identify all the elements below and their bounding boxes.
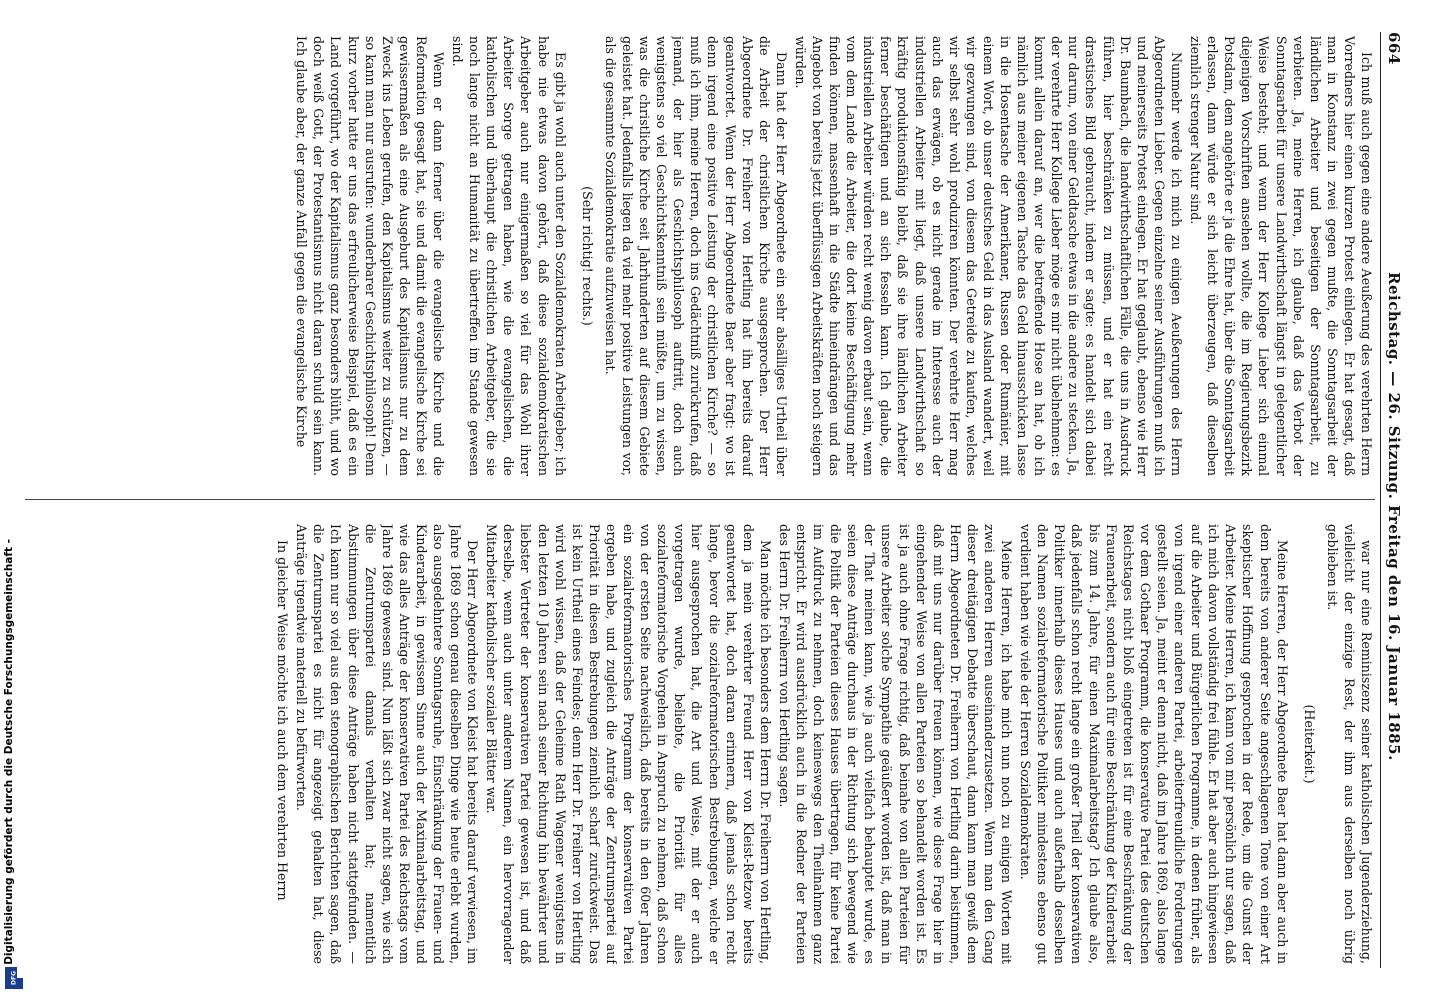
column-divider [25, 499, 1375, 500]
credit-text: Digitalisierung gefördert durch die Deutsche Forschungsgemeinschaft - [3, 539, 15, 965]
page-header-title: Reichstag. — 26. Sitzung. Freitag den 16. Januar 1885. [1385, 271, 1403, 761]
dfg-logo-icon: DFG [5, 967, 23, 989]
paragraph: Wenn er dann ferner über die evangelische Kirche und die Reformation gesagt hat, sie und damit die evangelische Kirche sei gewissermaßen als eine Ausgeburt des Kapitalismus nur zu dem Zweck ins Leben gerufen, den Kapitalismus weiter zu schützen, — so kann man nur ausrufen: wunderbarer Geschichtsphilosoph! Denn kurz vorher hatte er uns das erfreulicherweise Beispiel, daß es ein Land vorgeführt, wo der Kapitalismus ganz besonders blüht, und wo doch weiß Gott, der Protestantismus nicht daran schuld sein kann. Ich glaube aber, der ganze Anfall gegen die evangelische Kirche [294, 36, 447, 476]
right-column [25, 524, 1375, 964]
paragraph: Man möchte ich besonders dem Herrn Dr. Freiherrn von Hertling, dem ja mein verehrter Freund Herr von Kleist-Retzow bereits geantwortet hat, doch daran erinnern, daß jemals schon recht lange, bevor die sozialreformatorischen Bestrebungen, welche er hier ausgesprochen hat, die Art und Weise, mit der er auch vorgetragen wurde, beliebte, die Priorität für alles sozialreformatorische Vorgehen in Anspruch zu nehmen, daß schon von der ersten Seite nachweislich, daß bereits in den 60er Jahren ein sozialreformatorisches Programm der konservativen Partei ergeben habe, und zugleich die Anträge der Zentrumspartei auf Priorität in diesen Bestrebungen ziemlich scharf zurückweist. Das ist kein Urtheil eines Feindes; denn Herr Dr. Freiherr von Hertling wird wohl wissen, daß der Geheime Rath Wagener wenigstens in den letzten 10 Jahren sein nach seiner Richtung hin bewährter und liebster Vertreter der konservativen Partei gewesen ist, und daß derselbe, wenn auch unter anderem Namen, ein hervorragender Mitarbeiter katholischer sozialer Blätter war. [484, 524, 773, 964]
paragraph: Nunmehr werde ich mich zu einigen Aeußerungen des Herrn Abgeordneten Lieber. Gegen einzelne seiner Ausführungen muß ich und meinerseits Protest einlegen. Er hat geglaubt, ebenso wie Herr Dr. Baumbach, die landwirthschaftlichen Fälle, die uns in Ausdruck führen, hier beschränken zu müssen, und er hat ein recht drastisches Bild gebraucht, indem er sagte: es handelt sich dabei nur darum, von einer Geldtasche etwas in die andere zu stecken. Ja, der verehrte Herr Kollege Lieber möge es mir nicht übelnehmen: es kommt allein darauf an, wer die betreffende Hose an hat, ob ich nämlich aus meiner eigenen Tasche das Geld hinausschicken lasse in die Hosentasche der Amerikaner, Russen oder Rumänier, mit einem Wort, ob unser deutsches Geld in das Ausland wandert, weil wir gezwungen sind, von diesem das Getreide zu kaufen, welches wir selbst sehr wohl produziren könnten. Der verehrte Herr mag auch das erwägen, ob es nicht gerade im Interesse auch der industriellen Arbeiter mit liegt, daß unsere Landwirthschaft so kräftig produktionsfähig bleibt, daß sie ihre ländlichen Arbeiter ferner beschäftigen und an sich fesseln kann. Ich glaube, die industriellen Arbeiter würden recht wenig davon erbaut sein, wenn vom dem Lande die Arbeiter, die dort keine Beschäftigung mehr finden können, massenhaft in die Städte hineindrängen und das Angebot von bereits jetzt überflüssigen Arbeitskräften noch steigern würden. [792, 36, 1184, 476]
document-page [17, 22, 1407, 978]
paragraph: Ich muß auch gegen eine andere Aeußerung des verehrten Herrn Vorredners hier einen kurzen Protest einlegen. Er hat gesagt, daß man in Konstanz in zwei gegen mußte, die Sonntagsarbeit der ländlichen Arbeiter und beseitigen der Sonntagsarbeit, zu verbieten. Ja, meine Herren, ich glaube, daß das Verbot der Sonntagsarbeit für unsere Landwirthschaft längst in gelegentlicher Weise besteht; und wenn der Herr Kollege Lieber sich einmal diejenigen Vorschriften ansehen wollte, die im Regierungsbezirk Potsdam, dem angehörte er ja die Ehre hat, über die Sonntagsarbeit erlassen, dann würde er sich leicht überzeugen, daß dieselben ziemlich strenger Natur sind. [1188, 36, 1374, 476]
paragraph: In gleicher Weise möchte ich auch dem verehrten Herrn [275, 540, 291, 901]
interjection: (Heiterkeit.) [1301, 704, 1317, 784]
paragraph: war nur eine Reminiszenz seiner katholischen Jugenderziehung, vielleicht der einzige Rest, der ihm aus derselben noch übrig geblieben ist. [1324, 524, 1374, 964]
paragraph: Meine Herren, ich habe mich nun noch zu einigen Worten mit zwei anderen Herren auseinanderzusetzen. Wenn man den Gang dieser dreitägigen Debatte überschaut, dann kann man gewiß dem Herrn Abgeordneten Dr. Freiherrn von Hertling darin beistimmen, daß mit uns nur darüber freuen können, wie diese Frage hier in eingehender Weise von allen Parteien so behandelt worden ist. Es ist ja auch ohne Frage richtig, daß beinahe von allen Parteien für unsere Arbeiter solche Sympathie geäußert worden ist, daß man in der That meinen kann, wie ja auch vielfach behauptet wurde, es seien diese Anträge durchaus in der Richtung sich bewegend wie die Politik der Parteien dieses Hauses übertragen, für keine Partei im Aufdruck zu nehmen, doch keineswegs den Theilnahmen ganz entspricht. Er wird ausdrücklich auch in die Redner der Parteien des Herrn Dr. Freiherrn von Hertling sagen. [776, 524, 1015, 964]
paragraph: Meine Herren, der Herr Abgeordnete Baer hat dann aber auch in dem bereits von anderer Seite angeschlagenen Tone von einer Art skeptischer Hoffnung gesprochen in der Rede, um die Gunst der Arbeiter. Meine Herren, ich kann von mir persönlich nur sagen, daß ich mich davon vollständig frei fühle. Er hat aber auch hingewiesen auf die Arbeiter und Bürgerlichen Programme, in denen früher, als von irgend einer anderen Partei, arbeiterfreundliche Forderungen gestellt seien. Ja, meint er denn nicht, daß im Jahre 1869, also lange vor dem Gothaer Programm, die konservative Partei des deutschen Reichstages nicht bloß eingetreten ist für eine Beschränkung der Frauenarbeit, sondern auch für eine Beschränkung der Kinderarbeit bis zum 14. Jahre, für einen Maximalarbeitstag? Ich glaube also, daß jedenfalls schon recht lange ein großer Theil der konservativen Politiker innerhalb dieses Hauses und auch außerhalb desselben den Namen sozialreformatorische Politiker mindestens ebenso gut verdient haben wie viele der Herren Sozialdemokraten. [1018, 524, 1290, 964]
paragraph: Der Herr Abgeordnete von Kleist hat bereits darauf verwiesen, im Jahre 1869 schon genau dieselben Dinge wie heute erlebt wurden, also ausgedehntere Sonntagsruhe, Einschränkung der Frauen- und Kinderarbeit, in gewissem Sinne auch der Maximalarbeitstag, und wie das alles Anträge der konservativen Partei des Reichstags vom Jahre 1869 gewesen sind. Nun läßt sich zwar nicht sagen, wie sich die Zentrumspartei damals verhalten hat; namentlich Abstimmungen über diese Anträge haben nicht stattgefunden. — Ich kann nur so viel aus den stenographischen Berichten sagen, daß die Zentrumspartei es nicht für angezeigt gehalten hat, diese Anträge irgendwie materiell zu befürworten. [294, 524, 481, 964]
interjection: (Sehr richtig! rechts.) [579, 186, 595, 326]
page-number: 664 [1385, 32, 1403, 65]
paragraph: Es gibt ja wohl auch unter den Sozialdemokraten Arbeitgeber; ich habe nie etwas davon gehört, daß diese sozialdemokratischen Arbeitgeber auch nur einigermaßen so viel für das Wohl ihrer Arbeiter Sorge getragen haben, wie die evangelischen, die katholischen und überhaupt die christlichen Arbeitgeber, die sie noch lange nicht an Humanität zu übertreffen im Stande gewesen sind. [450, 36, 568, 476]
left-column [25, 36, 1375, 476]
paragraph: Dann hat der Herr Abgeordnete ein sehr absälliges Urtheil über die Arbeit der christlichen Kirche ausgesprochen. Der Herr Abgeordnete Dr. Freiherr von Hertling hat ihn bereits darauf geantwortet. Wenn der Herr Abgeordnete Baer aber fragt: wo ist denn irgend eine positive Leistung der christlichen Kirche? — so muß ich ihm, meine Herren, doch ins Gedächtniß zurückrufen, daß jemand, der hier als Geschichtsphilosoph auftritt, doch auch wenigstens so viel Geschichtskenntniß sein müßte, um zu wissen, was die christliche Kirche seit Jahrhunderten auf diesem Gebiete geleistet hat. Jedenfalls liegen da viel mehr positive Leistungen vor, als die gesammte Sozialdemokratie aufzuweisen hat. [602, 36, 789, 476]
page-header [1380, 32, 1407, 968]
